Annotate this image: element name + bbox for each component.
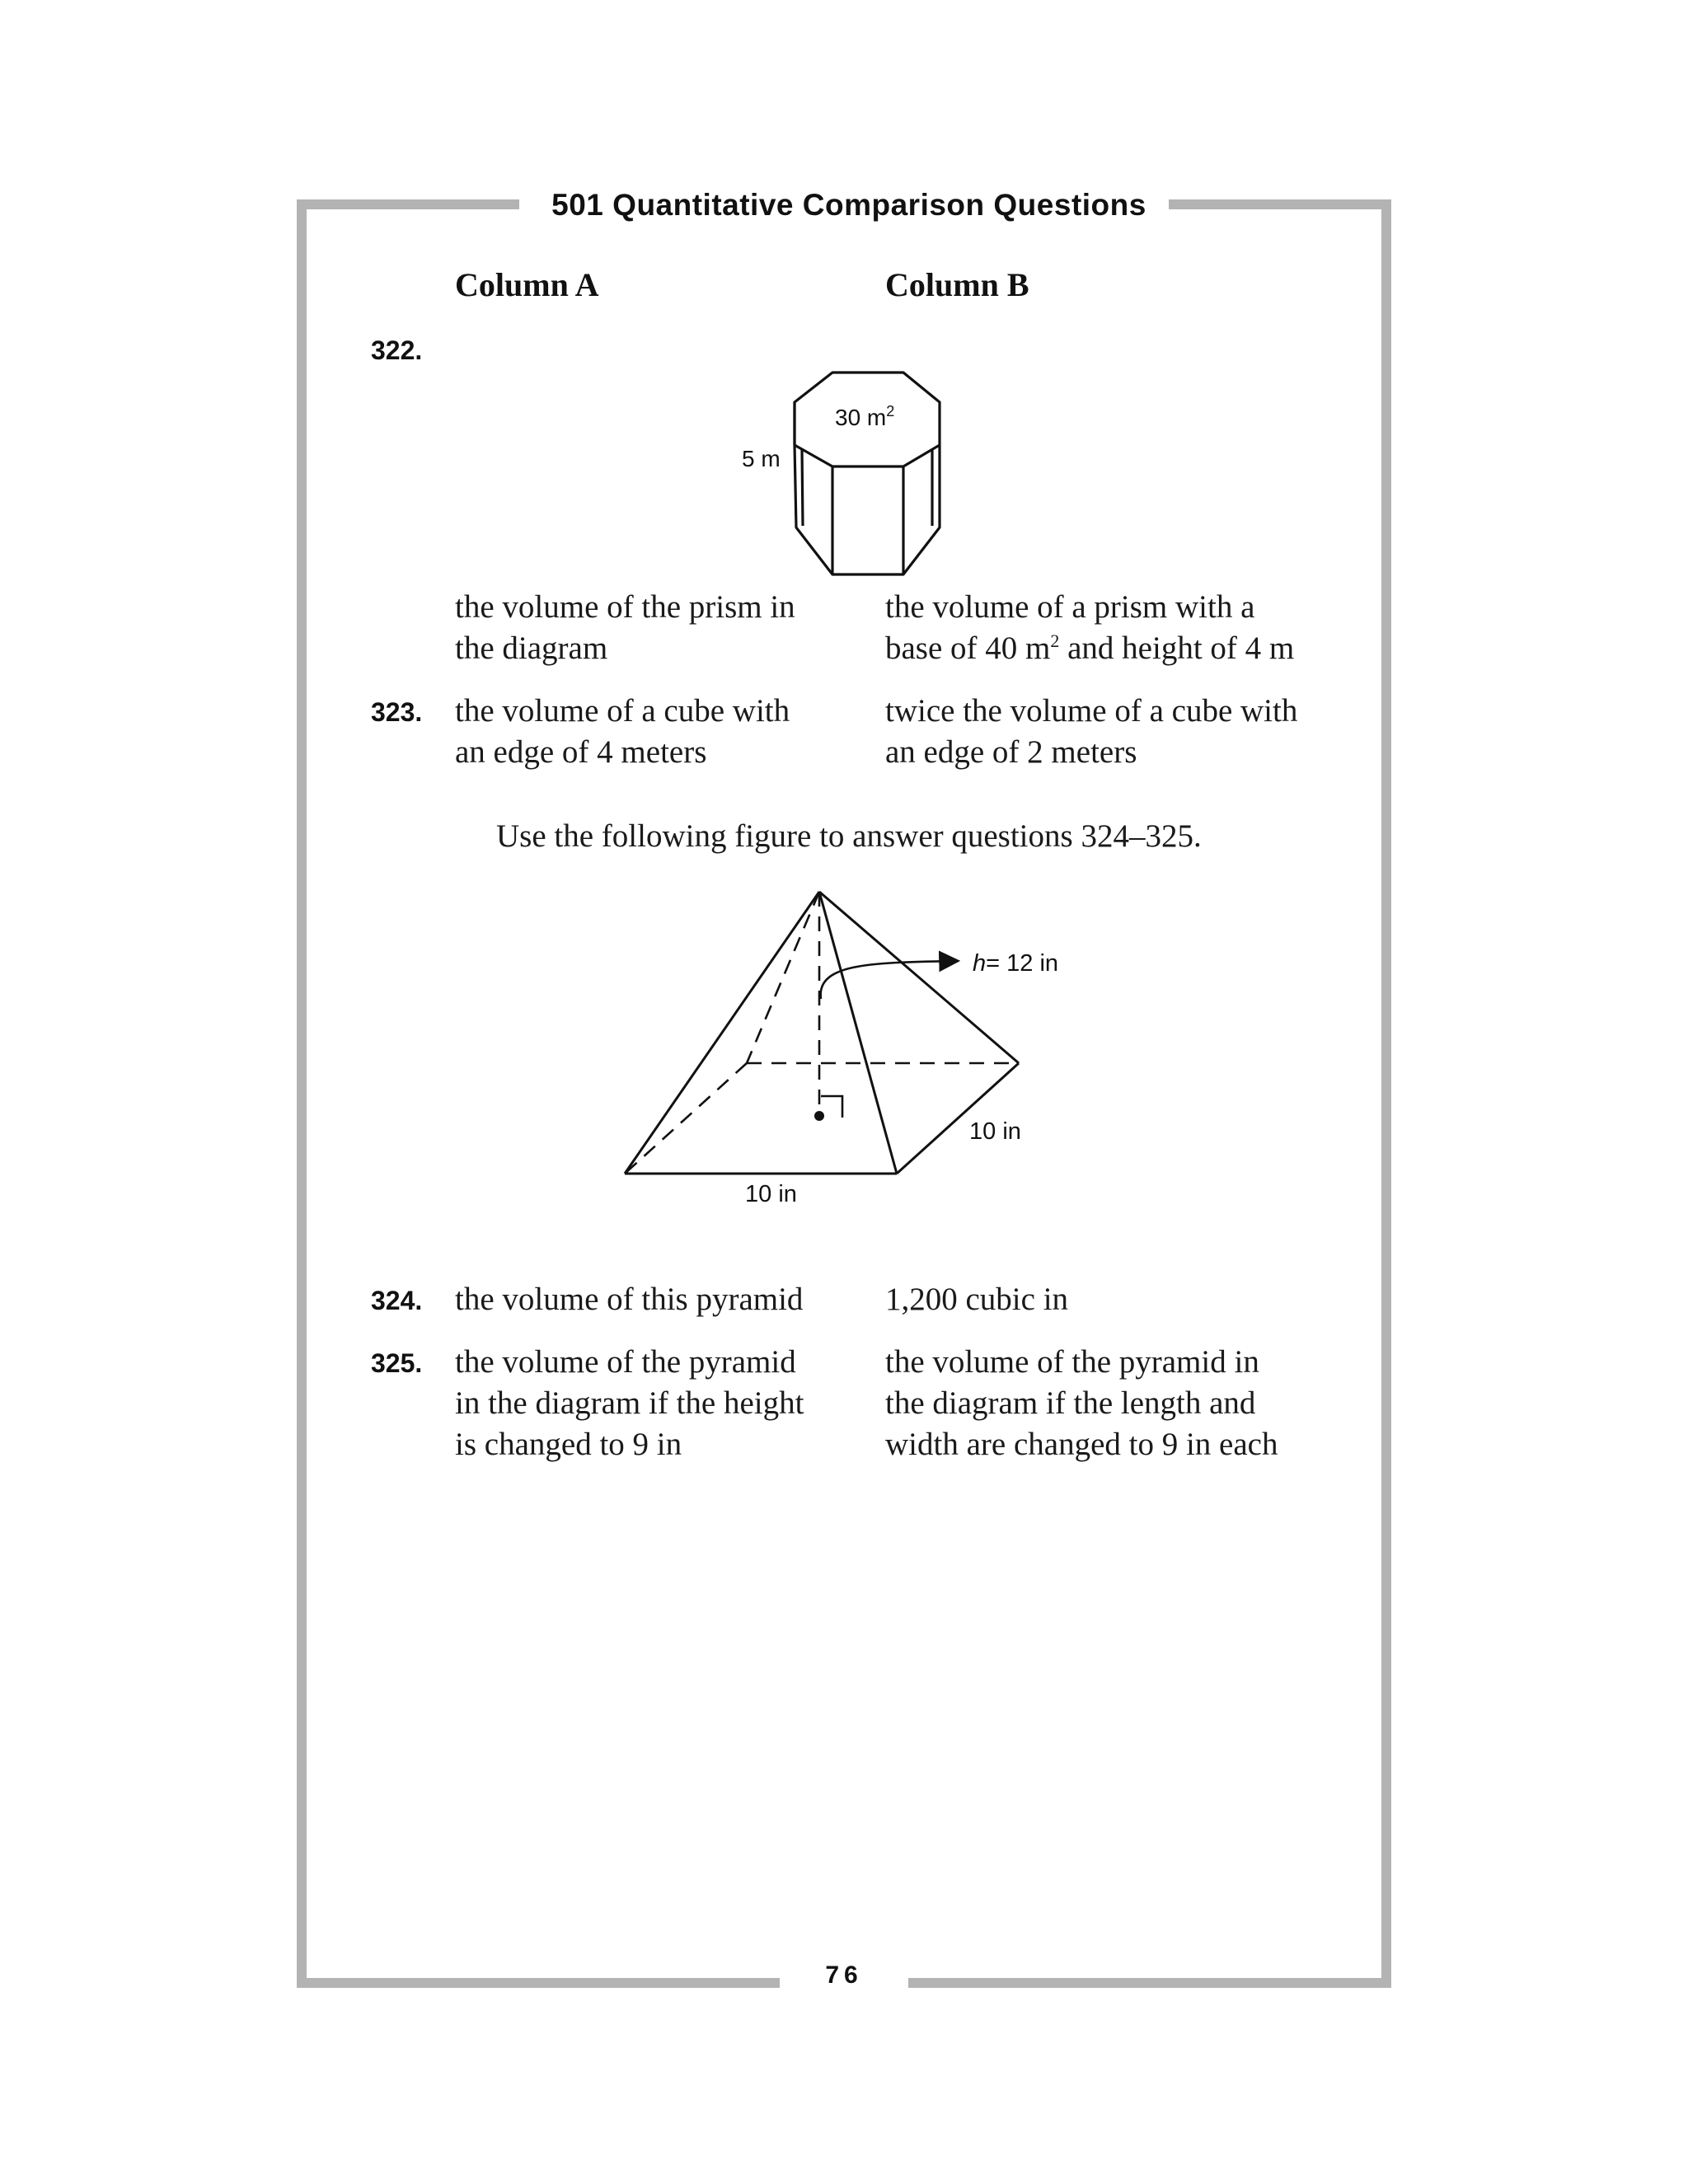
q324-column-b-text: 1,200 cubic in [885,1282,1069,1317]
base-center-point [814,1111,824,1121]
frame-left-bar [297,199,307,1988]
q322-column-a-text: the volume of the prism in the diagram [455,589,795,666]
question-number-322: 322. [371,335,423,365]
prism-outline-lower [795,445,940,574]
page-number: 76 [825,1961,863,1989]
q323-column-b-text: twice the volume of a cube with an edge of 2 meters [885,693,1298,770]
figure-instruction-text: Use the following figure to answer questions 324–325. [496,818,1202,854]
right-angle-marker [821,1096,842,1118]
frame-bottom-right-bar [908,1978,1391,1988]
square-pyramid-figure [610,874,1071,1220]
prism-height-label: 5 m [742,446,781,471]
pyramid-hidden-base-left [625,1063,747,1174]
pyramid-front-right-edge [819,892,897,1174]
q325-column-a-text: the volume of the pyramid in the diagram if the height is changed to 9 in [455,1344,804,1462]
pyramid-side-label: 10 in [969,1118,1021,1145]
pyramid-base-label: 10 in [745,1181,797,1207]
frame-bottom-left-bar [297,1978,780,1988]
pyramid-back-right-edge [819,892,1019,1063]
pyramid-height-label: h= 12 in [973,950,1059,977]
column-b-heading: Column B [885,266,1029,303]
q324-column-a-text: the volume of this pyramid [455,1282,804,1317]
frame-top-left-bar [297,199,519,209]
pyramid-front-left-edge [625,892,819,1174]
question-number-325: 325. [371,1348,423,1378]
octagonal-prism-figure [725,363,956,585]
column-a-heading: Column A [455,266,599,303]
page-header-title: 501 Quantitative Comparison Questions [551,188,1146,222]
question-number-323: 323. [371,697,423,727]
q323-column-a-text: the volume of a cube with an edge of 4 meters [455,693,790,770]
pyramid-hidden-back-edge [747,892,819,1063]
frame-top-right-bar [1169,199,1391,209]
frame-right-bar [1381,199,1391,1988]
q325-column-b-text: the volume of the pyramid in the diagram if the length and width are changed to 9 in each [885,1344,1278,1462]
prism-base-area-label: 30 $m^2$ [835,403,895,430]
q322-column-b-text: the volume of a prism with a base of 40 $m^2$ and height of 4 m [885,589,1295,666]
question-number-324: 324. [371,1286,423,1315]
